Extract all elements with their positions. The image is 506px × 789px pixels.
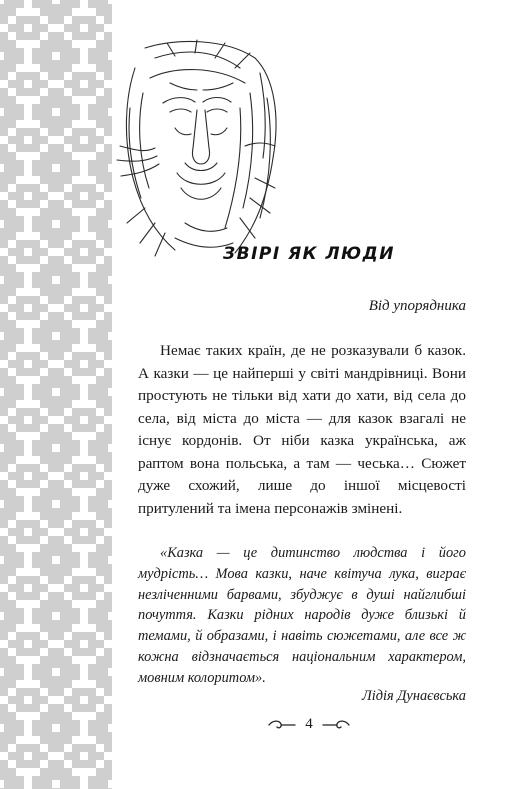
lion-head-icon [115,38,283,260]
swirl-ornament-icon [321,718,351,732]
swirl-ornament-icon [267,718,297,732]
epigraph-quote: «Казка — це дитинство людства і його мудрість… Мова казки, наче квітуча лука, виграє незліченними барвами, збуджує в душі найглибші почуття. Казки рідних народів дуже близькі й темами, й образами, і навіть сюжетами, але все ж кожна відзначається національним характером, мовним колоритом». [138,545,466,686]
chapter-subtitle: Від упорядника [368,298,466,314]
quote-author: Лідія Дунаєвська [361,688,466,704]
embroidery-border [0,0,112,789]
embroidery-pattern-icon [0,0,112,789]
chapter-title: ЗВІРІ ЯК ЛЮДИ [223,244,395,264]
lion-head-illustration [115,38,283,260]
body-paragraph: Немає таких країн, де не розказували б казок. А казки — це найперші у світі мандрівниці. Вони простують не тільки від хати до хати, від села до села, від міста до міста — для казок взагалі не існує кордонів. От ніби казка українська, аж раптом вона польська, а там — чеська… Сюжет дуже схожий, лише до іншої місцевості притулений та імена персонажів змінені. [138,342,466,517]
page-footer [112,716,506,733]
page-number: 4 [305,716,313,732]
